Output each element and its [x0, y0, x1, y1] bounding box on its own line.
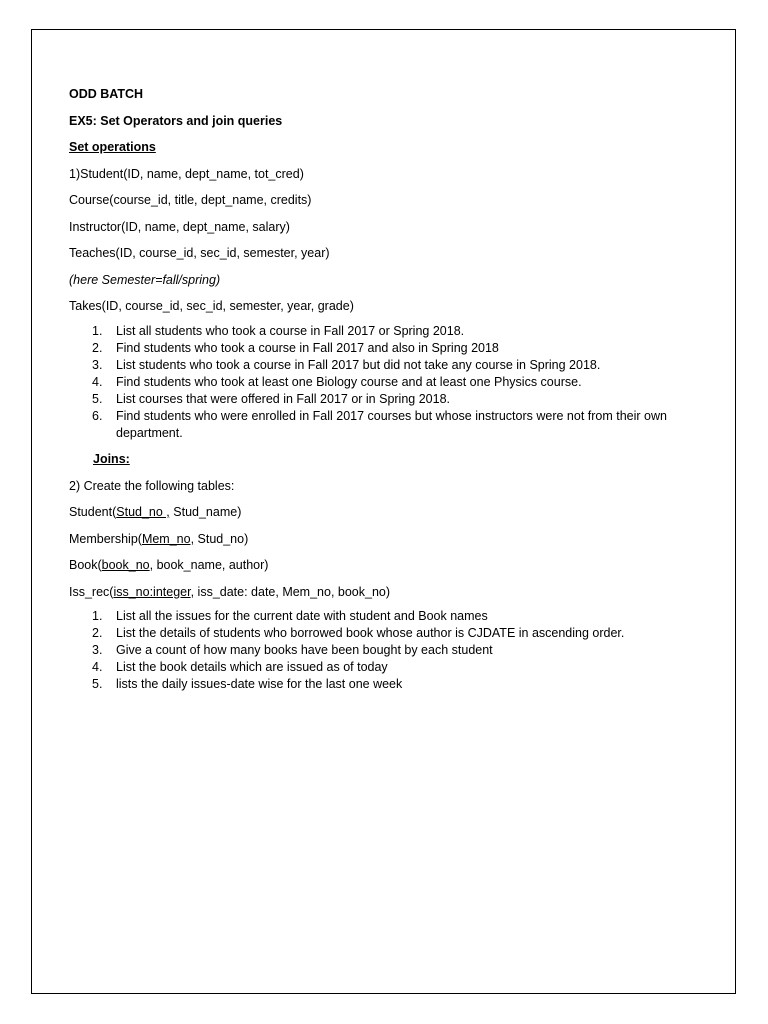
schema-join-iss-rec: [69, 584, 709, 600]
primary-key: book_no: [101, 558, 150, 572]
schema-takes: Takes(ID, course_id, sec_id, semester, year, grade): [69, 299, 354, 313]
list-item-continuation: [69, 425, 709, 442]
exercise-title: EX5: Set Operators and join queries: [69, 113, 283, 128]
list-item-text: Give a count of how many books have been bought by each student: [116, 643, 493, 657]
list-item-text: List the details of students who borrowed book whose author is CJDATE in ascending order.: [116, 626, 625, 640]
schema-course: Course(course_id, title, dept_name, credits): [69, 193, 312, 207]
list-item: [69, 608, 709, 625]
joins-task-list: [69, 608, 709, 693]
batch-title: ODD BATCH: [69, 87, 144, 101]
list-item-text: List students who took a course in Fall 2017 but did not take any course in Spring 2018.: [116, 357, 601, 372]
list-item-text: lists the daily issues-date wise for the last one week: [116, 677, 403, 691]
document-body: [69, 86, 709, 703]
list-item-text: List all the issues for the current date with student and Book names: [116, 609, 488, 623]
list-item-text: List all students who took a course in Fall 2017 or Spring 2018.: [116, 323, 465, 338]
semester-note: (here Semester=fall/spring): [69, 272, 221, 287]
primary-key: iss_no:integer: [113, 584, 191, 599]
primary-key: Stud_no ,: [116, 505, 170, 519]
list-item-text: Find students who were enrolled in Fall 2017 courses but whose instructors were not from their own: [116, 408, 667, 423]
schema-name: Book(: [69, 558, 102, 572]
list-item: [69, 391, 709, 408]
schema-teaches: Teaches(ID, course_id, sec_id, semester, year): [69, 246, 330, 260]
list-item-text: List courses that were offered in Fall 2017 or in Spring 2018.: [116, 391, 450, 406]
list-item-number: 5.: [92, 677, 103, 691]
list-item: [69, 340, 709, 357]
schema-attributes: , iss_date: date, Mem_no, book_no): [190, 584, 391, 599]
schema-student: 1)Student(ID, name, dept_name, tot_cred): [69, 166, 304, 181]
list-item-number: 3.: [92, 643, 103, 657]
schema-join-student: [69, 504, 709, 520]
list-item-text: List the book details which are issued as of today: [116, 660, 388, 674]
list-item-number: 4.: [92, 660, 103, 674]
list-item-number: 2.: [92, 626, 103, 640]
list-item-text: Find students who took at least one Biology course and at least one Physics course.: [116, 374, 582, 389]
list-item: [69, 676, 709, 693]
list-item: [69, 408, 709, 425]
list-item: [69, 374, 709, 391]
schema-attributes: Stud_name): [169, 505, 242, 519]
list-item: [69, 625, 709, 642]
list-item-number: 1.: [92, 323, 103, 338]
list-item-number: 5.: [92, 391, 103, 406]
list-item: [69, 323, 709, 340]
list-item-text: Find students who took a course in Fall 2017 and also in Spring 2018: [116, 340, 499, 355]
set-operations-task-list: [69, 323, 709, 442]
list-item: [69, 659, 709, 676]
list-item-number: 6.: [92, 408, 103, 423]
list-item-number: 2.: [92, 340, 103, 355]
primary-key: Mem_no,: [141, 531, 195, 546]
schema-join-membership: [69, 531, 709, 547]
list-item: [69, 357, 709, 374]
list-item-number: 3.: [92, 357, 103, 372]
schema-attributes: , book_name, author): [149, 558, 269, 572]
schema-name: Membership(: [69, 531, 142, 546]
schema-instructor: Instructor(ID, name, dept_name, salary): [69, 219, 290, 234]
joins-heading: Joins:: [93, 452, 130, 466]
set-operations-heading: Set operations: [69, 140, 156, 154]
list-item-text: department.: [116, 425, 183, 440]
list-item-number: 4.: [92, 374, 103, 389]
list-item-number: 1.: [92, 609, 103, 623]
list-item: [69, 642, 709, 659]
schema-attributes: Stud_no): [194, 531, 249, 546]
schema-join-book: [69, 557, 709, 573]
joins-intro: 2) Create the following tables:: [69, 478, 235, 493]
schema-name: Student(: [69, 505, 117, 519]
schema-name: Iss_rec(: [69, 584, 114, 599]
